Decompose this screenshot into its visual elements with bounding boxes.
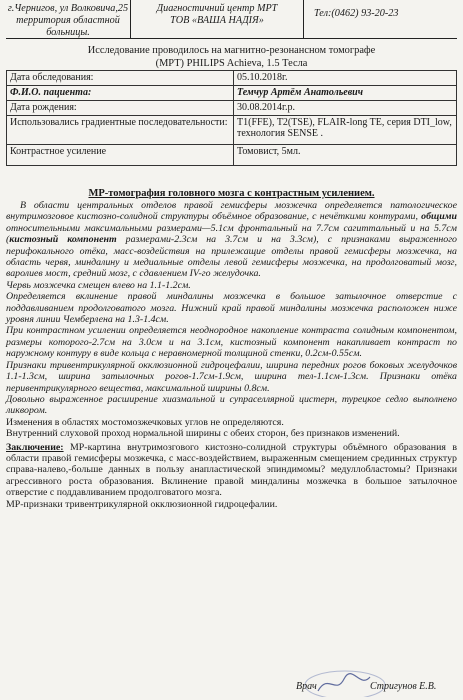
finding-paragraph: Признаки тривентрикулярной окклюзионной гидроцефалии, ширина передних рогов боковых желудочков 1.1-1.3см, ширина затылочных рогов-1.7см-1.9см, ширина тел-1.1см-1.3см. Признаки отёка перивентрикулярного вещества, максимальной ширины 0.8см. <box>6 359 457 394</box>
finding-paragraph: Внутренний слуховой проход нормальной ширины с обеих сторон, без признаков изменений. <box>6 428 400 440</box>
finding-paragraph: В области центральных отделов правой гемисферы мозжечка определяется патологическое внутримозговое кистозно-солидной структуры объёмное образование, с нечёткими контурами, общими относительными максимальными размерами—5.1см фронтальный на 7.7см сагиттальный и на 5.7см (кистозный компонент размерами-2.3см на 3.7см и на 3.3см), с признаками выраженного перифокального отёка, масс-воздействия на прилежащие отделы правой гемисферы мозжечка, на область червя, миндалину и медиальные отделы левой гемисферы мозжечка, на продолговатый мозг, варолиев мост, средний мозг, с сдавлением IV-го желудочка. <box>6 200 457 280</box>
patient-name-label: Ф.И.О. пациента: <box>7 86 234 101</box>
report-body <box>6 200 457 510</box>
birth-date-value: 30.08.2014г.р. <box>234 101 457 116</box>
clinic-name: Диагностичний центр МРТ ТОВ «ВАША НАДІЯ» <box>130 0 304 38</box>
conclusion-label: Заключение: <box>6 441 64 453</box>
sequences-value: T1(FFE), T2(TSE), FLAIR-long TE, серия DTI_low, технология SENSE . <box>234 116 457 145</box>
finding-paragraph: Изменения в областях мостомозжечковых углов не определяются. <box>6 416 284 428</box>
contrast-label: Контрастное усиление <box>7 145 234 166</box>
finding-paragraph: При контрастном усилении определяется неоднородное накопление контраста солидным компонентом, размеры которого-2.7см на 3.0см и на 3.1см, кистозный компонент накапливает контраст по наружному контуру в виде кольца с неравномерной толщиной стенки, 0.2см-0.55см. <box>6 325 457 360</box>
conclusion: Заключение: МР-картина внутримозгового кистозно-солидной структуры объёмного образования в области правой гемисферы мозжечка, с масс-воздействием, выраженным смещением срединных структур справа-налево,-больше данных в пользу анапластической эпиндимомы? медуллобластомы? Признаки агрессивного роста образования. Вклинение правой миндалины мозжечка в большое затылочное отверстие с поддавливанием продолговатого мозга. <box>6 441 457 499</box>
signature-block <box>0 669 463 695</box>
finding-paragraph: Определяется вклинение правой миндалины мозжечка в большое затылочное отверстие с поддавливанием продолговатого мозга. Нижний край правой миндалины мозжечка расположен ниже уровня линии Чемберлена на 1.3-1.4см. <box>6 291 457 326</box>
patient-name-value: Темчур Артём Анатольевич <box>234 86 457 101</box>
patient-info-table <box>6 70 457 166</box>
letterhead <box>6 0 457 39</box>
contrast-value: Томовист, 5мл. <box>234 145 457 166</box>
exam-date-label: Дата обследования: <box>7 71 234 86</box>
doctor-label: Врач <box>296 681 317 692</box>
section-title: МР-томография головного мозга с контрастным усилением. <box>88 188 375 199</box>
study-title: Исследование проводилось на магнитно-резонансном томографе (МРТ) PHILIPS Achieva, 1.5 Тесла <box>87 45 376 69</box>
doctor-name: Стригунов Е.В. <box>370 681 437 692</box>
birth-date-label: Дата рождения: <box>7 101 234 116</box>
finding-paragraph: Червь мозжечка смещен влево на 1.1-1.2см. <box>6 279 191 291</box>
clinic-address: г.Чернигов, ул Волковича,25 территория областной больницы. <box>7 3 129 38</box>
clinic-phone: Тел:(0462) 93-20-23 <box>314 8 399 19</box>
sequences-label: Использовались градиентные последовательности: <box>7 116 234 145</box>
conclusion-last: МР-признаки тривентрикулярной окклюзионной гидроцефалии. <box>6 498 278 510</box>
exam-date-value: 05.10.2018г. <box>234 71 457 86</box>
finding-paragraph: Довольно выраженное расширение хиазмальной и супраселлярной цистерн, турецкое седло выполнено ликвором. <box>6 393 457 417</box>
